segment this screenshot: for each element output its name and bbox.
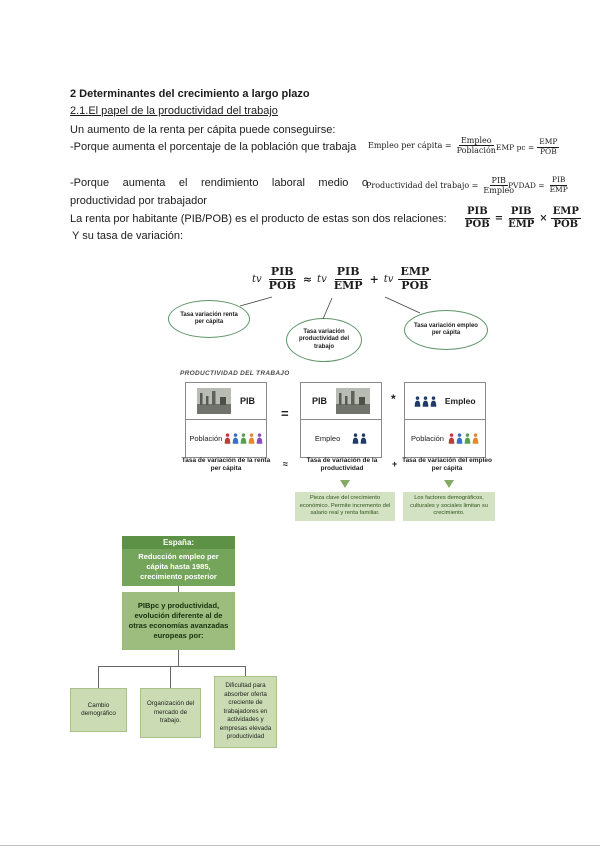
person-icon bbox=[232, 433, 239, 444]
flowchart-connector bbox=[245, 666, 246, 676]
fraction: $\frac{\text{EMP}}{\text{POB}}$ bbox=[552, 206, 579, 230]
ratio-bottom bbox=[301, 420, 381, 457]
page-edge bbox=[0, 845, 600, 846]
caption-tasa-empleo: Tasa de variación del empleo per cápita bbox=[402, 457, 492, 473]
ratio-box-renta bbox=[185, 382, 267, 458]
fraction: $\frac{\text{PIB}}{\text{EMP}}$ bbox=[549, 175, 568, 194]
tv-symbol: tv bbox=[317, 273, 327, 285]
plus-sign: + bbox=[392, 459, 398, 469]
flowchart-espana-header: España: bbox=[122, 536, 235, 549]
approx-sign: ≈ bbox=[302, 272, 313, 286]
person-icon bbox=[448, 433, 455, 444]
fraction: $\frac{\text{EMP}}{\text{POB}}$ bbox=[400, 265, 430, 292]
ratio-top-label: Empleo bbox=[444, 396, 476, 406]
formula-label: Empleo per cápita = bbox=[368, 141, 452, 151]
flowchart-espana-box bbox=[122, 536, 235, 586]
person-icon bbox=[456, 433, 463, 444]
ratio-top bbox=[301, 383, 381, 420]
person-icon bbox=[224, 433, 231, 444]
ratio-top-label: PIB bbox=[239, 396, 255, 406]
formula-renta-habitante bbox=[463, 206, 581, 230]
paragraph-intro: Un aumento de la renta per cápita puede conseguirse: bbox=[70, 124, 336, 136]
bullet-productividad: -Porque aumenta el rendimiento laboral medio o productividad por trabajador bbox=[70, 177, 368, 207]
formula-productividad bbox=[366, 176, 516, 195]
equals-sign: = bbox=[494, 212, 504, 224]
person-icon bbox=[256, 433, 263, 444]
productividad-section-label: PRODUCTIVIDAD DEL TRABAJO bbox=[180, 370, 290, 377]
person-icon bbox=[248, 433, 255, 444]
flowchart-leaf-mercado-trabajo: Organización del mercado de trabajo. bbox=[140, 688, 201, 738]
fraction: $\frac{\text{PIB}}{\text{EMP}}$ bbox=[333, 265, 363, 292]
flowchart-connector bbox=[178, 650, 179, 666]
ratio-bottom-label: Población bbox=[411, 434, 444, 443]
fraction: $\frac{\text{Empleo}}{\text{Población}}$ bbox=[456, 136, 496, 156]
person-icon bbox=[240, 433, 247, 444]
tv-symbol: tv bbox=[252, 273, 262, 285]
formula-tasa-variacion bbox=[252, 266, 431, 292]
down-arrow-icon bbox=[340, 480, 350, 488]
formula-label: PVDAD = bbox=[508, 180, 545, 190]
flowchart-connector bbox=[170, 666, 171, 688]
ratio-top-label: PIB bbox=[311, 396, 327, 406]
person-icon bbox=[422, 396, 429, 407]
ratio-top bbox=[405, 383, 485, 420]
flowchart-connector bbox=[98, 666, 246, 667]
factory-image bbox=[197, 388, 231, 414]
ratio-bottom bbox=[405, 420, 485, 457]
fraction: $\frac{\text{PIB}}{\text{Empleo}}$ bbox=[483, 176, 515, 196]
ratio-box-productividad bbox=[300, 382, 382, 458]
equals-sign: = bbox=[281, 406, 289, 421]
approx-sign: ≈ bbox=[283, 459, 288, 469]
bullet-poblacion: -Porque aumenta el porcentaje de la población que trabaja bbox=[70, 141, 357, 153]
formula-label: Productividad del trabajo = bbox=[366, 181, 479, 191]
employment-icons bbox=[352, 433, 367, 444]
person-icon bbox=[464, 433, 471, 444]
person-icon bbox=[352, 433, 359, 444]
paragraph-tasa: Y su tasa de variación: bbox=[72, 230, 184, 242]
factory-image bbox=[336, 388, 370, 414]
flowchart-espana-body: Reducción empleo per cápita hasta 1985, crecimiento posterior bbox=[122, 549, 235, 586]
bubble-empleo-per-capita: Tasa variación empleo per cápita bbox=[404, 310, 488, 350]
person-icon bbox=[360, 433, 367, 444]
population-icons bbox=[448, 433, 479, 444]
ratio-bottom-label: Población bbox=[189, 434, 223, 443]
flowchart-pibpc-box: PIBpc y productividad, evolución diferente al de otras economías avanzadas europeas por: bbox=[122, 592, 235, 650]
ratio-bottom bbox=[186, 420, 266, 457]
ratio-top bbox=[186, 383, 266, 420]
fraction: $\frac{\text{PIB}}{\text{POB}}$ bbox=[268, 265, 296, 292]
times-sign: * bbox=[391, 392, 396, 406]
bubble-renta-per-capita: Tasa variación renta per cápita bbox=[168, 300, 250, 338]
plus-sign: + bbox=[369, 272, 379, 286]
note-pieza-clave: Pieza clave del crecimiento económico. Permite incremento del salario real y renta familiar. bbox=[295, 492, 395, 521]
population-icons bbox=[224, 433, 263, 444]
tv-symbol: tv bbox=[383, 273, 394, 285]
formula-empleo-per-capita bbox=[368, 136, 498, 155]
paragraph-renta: La renta por habitante (PIB/POB) es el producto de estas son dos relaciones: bbox=[70, 213, 447, 225]
caption-tasa-renta: Tasa de variación de la renta per cápita bbox=[181, 457, 271, 473]
note-factores-limitan: Los factores demográficos, culturales y sociales limitan su crecimiento. bbox=[403, 492, 495, 521]
fraction: $\frac{\text{PIB}}{\text{POB}}$ bbox=[465, 206, 490, 230]
formula-empleo-per-capita-abrev bbox=[496, 138, 559, 156]
fraction: $\frac{\text{EMP}}{\text{POB}}$ bbox=[539, 137, 558, 156]
person-icon bbox=[430, 396, 437, 407]
flowchart-leaf-cambio-demografico: Cambio demográfico bbox=[70, 688, 127, 732]
person-icon bbox=[414, 396, 421, 407]
ratio-box-empleo bbox=[404, 382, 486, 458]
flowchart-leaf-dificultad-oferta: Dificultad para absorber oferta creciente de trabajadores en actividades y empresas elevada productividad bbox=[214, 676, 277, 748]
section-title: 2 Determinantes del crecimiento a largo plazo bbox=[70, 88, 310, 100]
employment-icons bbox=[414, 396, 437, 407]
bubble-productividad: Tasa variación productividad del trabajo bbox=[286, 318, 362, 362]
fraction: $\frac{\text{PIB}}{\text{EMP}}$ bbox=[508, 206, 535, 230]
formula-productividad-abrev bbox=[508, 176, 570, 194]
person-icon bbox=[472, 433, 479, 444]
flowchart-connector bbox=[98, 666, 99, 688]
ratio-bottom-label: Empleo bbox=[314, 434, 341, 443]
times-sign: × bbox=[539, 212, 548, 224]
section-subtitle: 2.1.El papel de la productividad del trabajo bbox=[70, 105, 278, 117]
down-arrow-icon bbox=[444, 480, 454, 488]
formula-label: EMP pc = bbox=[496, 142, 535, 152]
caption-tasa-productividad: Tasa de variación de la productividad bbox=[306, 457, 378, 473]
